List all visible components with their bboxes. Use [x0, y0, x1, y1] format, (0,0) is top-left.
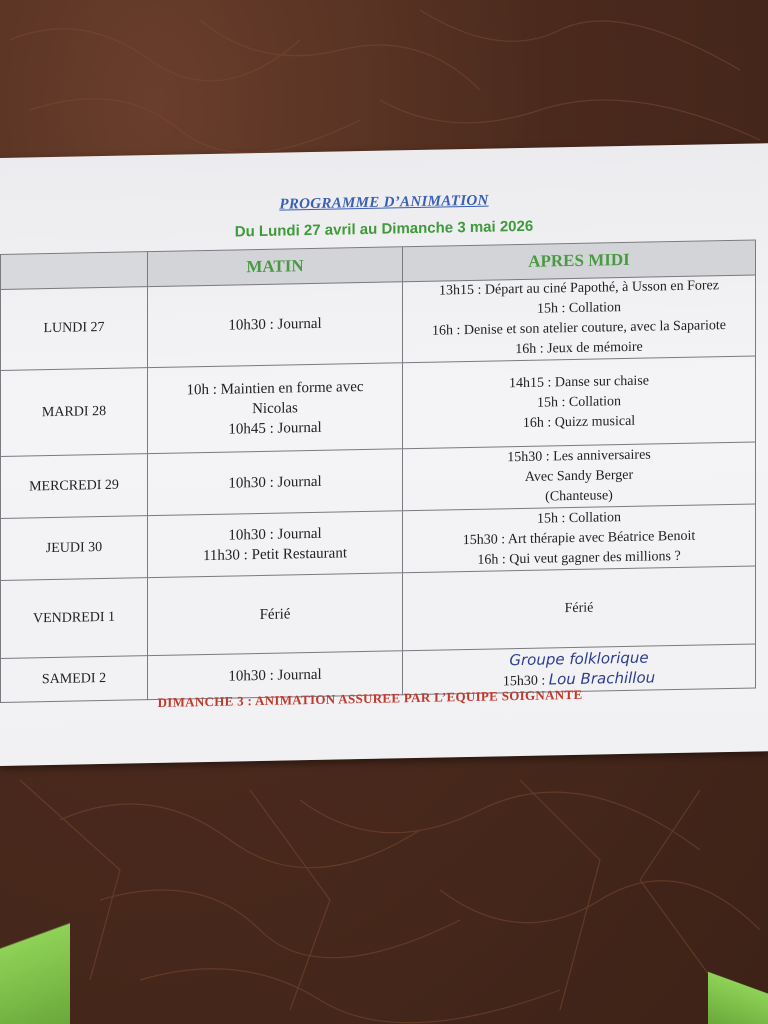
activity-line: 11h30 : Petit Restaurant: [202, 544, 347, 564]
day-cell: JEUDI 30: [1, 516, 148, 581]
activity-line: 14h15 : Danse sur chaise: [509, 373, 649, 391]
schedule-table: [0, 239, 756, 703]
afternoon-cell: [403, 442, 756, 511]
sunday-note: DIMANCHE 3 : ANIMATION ASSUREE PAR L’EQUIPE SOIGNANTE: [157, 686, 583, 710]
morning-cell: [148, 282, 403, 368]
activity-line: 10h : Maintien en forme avec: [186, 378, 364, 398]
activity-line: 13h15 : Départ au ciné Papothé, à Usson en Forez: [439, 278, 719, 299]
day-cell: SAMEDI 2: [1, 656, 148, 703]
morning-cell: [148, 573, 403, 656]
activity-line: 15h30 : Art thérapie avec Béatrice Benoit: [462, 528, 696, 548]
day-cell: MARDI 28: [1, 368, 148, 457]
programme-dates: Du Lundi 27 avril au Dimanche 3 mai 2026: [234, 217, 534, 241]
activity-line: 10h30 : Journal: [228, 666, 322, 685]
handwritten-note: Lou Brachillou: [548, 667, 656, 688]
activity-line: 15h30 : Les anniversaires: [507, 447, 651, 465]
activity-line: 15h : Collation: [537, 300, 621, 317]
programme-sheet: [0, 143, 768, 766]
afternoon-cell: [403, 504, 756, 573]
table-row: [1, 275, 756, 370]
header-morning: MATIN: [148, 247, 403, 287]
afternoon-cell: [403, 566, 756, 651]
activity-line: Avec Sandy Berger: [524, 467, 634, 485]
activity-line: Nicolas: [252, 399, 298, 417]
table-row: [1, 566, 756, 658]
activity-line: 16h : Denise et son atelier couture, avec la Sapariote: [432, 318, 726, 339]
activity-line: 10h30 : Journal: [228, 525, 322, 544]
activity-line: Férié: [564, 600, 594, 616]
programme-title: PROGRAMME D’ANIMATION: [279, 192, 489, 213]
morning-cell: [148, 363, 403, 454]
day-cell: VENDREDI 1: [1, 578, 148, 659]
activity-line: (Chanteuse): [545, 487, 613, 505]
morning-cell: [148, 511, 403, 578]
activity-time: 15h30 :: [502, 673, 546, 689]
header-afternoon: APRES MIDI: [403, 240, 756, 282]
activity-line: 10h30 : Journal: [228, 315, 322, 334]
afternoon-cell: [403, 356, 756, 449]
header-blank-cell: [1, 252, 148, 290]
activity-line: 15h : Collation: [537, 393, 621, 411]
day-cell: MERCREDI 29: [1, 454, 148, 519]
activity-line: Férié: [259, 605, 291, 623]
activity-line: 10h30 : Journal: [228, 473, 322, 492]
activity-line: 15h : Collation: [537, 509, 621, 527]
activity-line: 10h45 : Journal: [228, 419, 322, 438]
table-row: [1, 356, 756, 456]
afternoon-cell: [403, 275, 756, 363]
green-placemat-left: [0, 880, 70, 1024]
morning-cell: [148, 449, 403, 516]
day-cell: LUNDI 27: [1, 287, 148, 371]
activity-line: 16h : Qui veut gagner des millions ?: [477, 548, 681, 568]
activity-line: 16h : Quizz musical: [522, 413, 636, 431]
handwritten-note: Groupe folklorique: [509, 648, 649, 669]
green-placemat-right: [708, 950, 768, 1024]
activity-line: 16h : Jeux de mémoire: [515, 339, 643, 358]
